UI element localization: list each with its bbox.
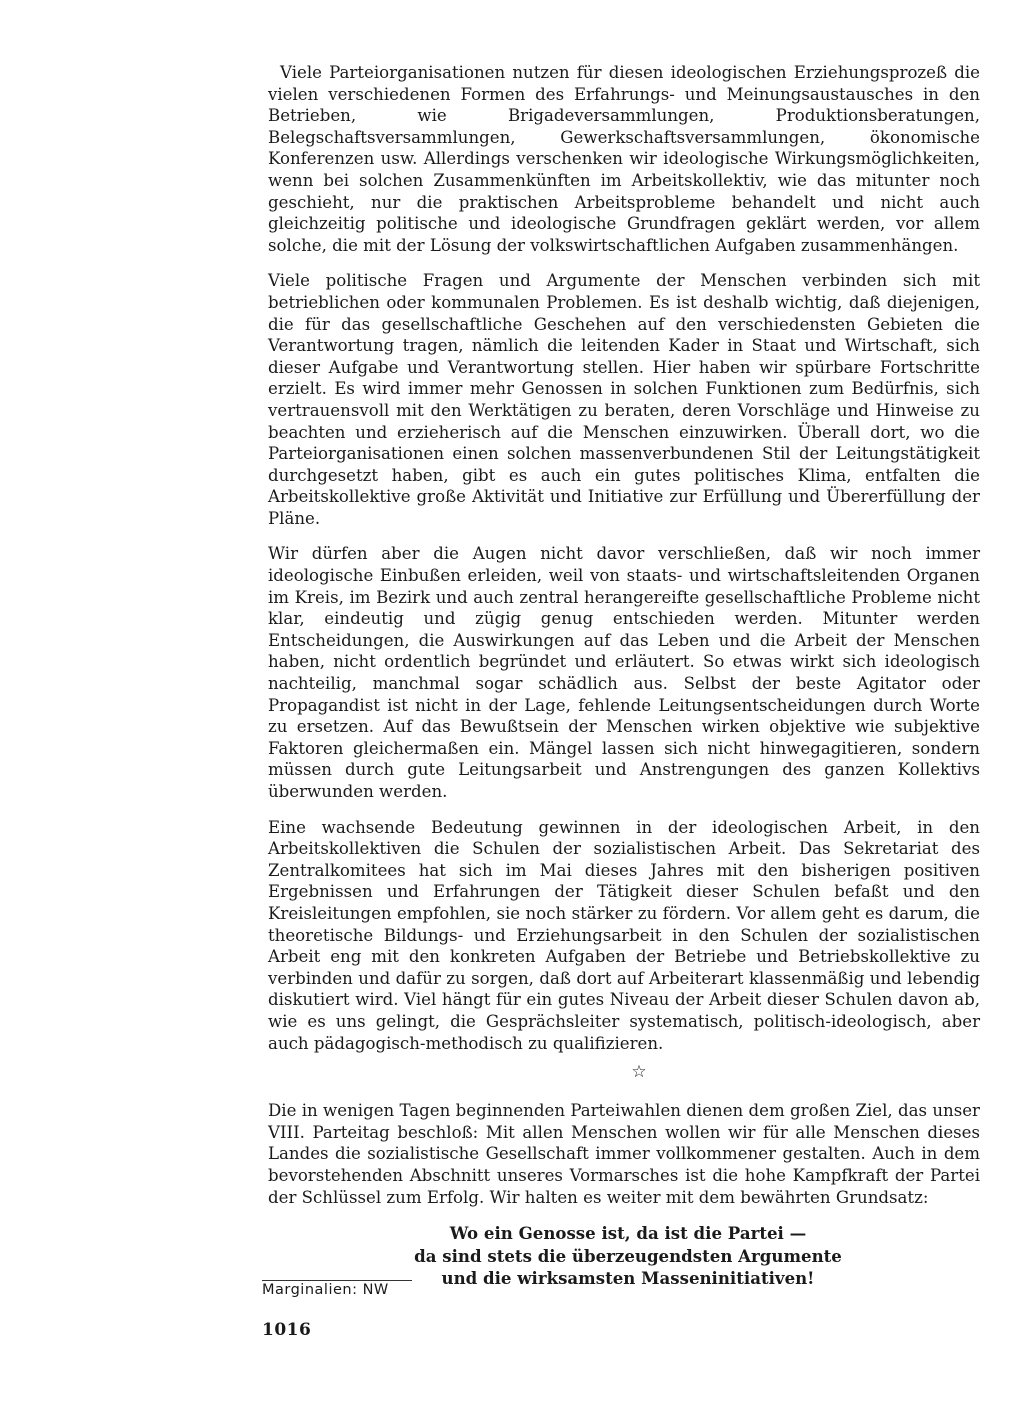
paragraph-socialist-work-schools: Eine wachsende Bedeutung gewinnen in der ideologischen Arbeit, in den Arbeitskollektiven die Schulen der sozialistischen Arbeit. Das Sekretariat des Zentralkomitees hat sich im Mai dieses Jahres mit den bisherigen positiven Ergebnissen und Erfahrungen der Tätigkeit dieser Schulen befaßt und den Kreisleitungen empfohlen, sie noch stärker zu fördern. Vor allem geht es darum, die theoretische Bildungs- und Erziehungsarbeit in den Schulen der sozialistischen Arbeit eng mit den konkreten Aufgaben der Betriebe und Betriebskollektive zu verbinden und dafür zu sorgen, daß dort auf Arbeiterart klassenmäßig und lebendig diskutiert wird. Viel hängt für ein gutes Niveau der Arbeit dieser Schulen davon ab, wie es uns gelingt, die Gesprächsleiter systematisch, politisch-ideologisch, aber auch pädagogisch-methodisch zu qualifizieren. <box>268 817 980 1053</box>
page-number: 1016 <box>262 1320 312 1340</box>
motto-line: Wo ein Genosse ist, da ist die Partei — <box>449 1223 807 1244</box>
paragraph-party-elections: Die in wenigen Tagen beginnenden Parteiwahlen dienen dem großen Ziel, das unser VIII. Parteitag beschloß: Mit allen Menschen wollen wir für alle Menschen dieses Landes die sozialistische Gesellschaft immer vollkommener gestalten. Auch in dem bevorstehenden Abschnitt unseres Vormarsches ist die hohe Kampfkraft der Partei der Schlüssel zum Erfolg. Wir halten es weiter mit dem bewährten Grundsatz: <box>268 1101 980 1207</box>
motto-line: da sind stets die überzeugendsten Argumente <box>414 1245 842 1266</box>
article-body <box>268 62 980 1290</box>
star-separator-icon: ☆ <box>631 1062 647 1083</box>
motto-line: und die wirksamsten Masseninitiativen! <box>441 1268 815 1289</box>
paragraph-ideological-losses: Wir dürfen aber die Augen nicht davor verschließen, daß wir noch immer ideologische Einbußen erleiden, weil von staats- und wirtschaftsleitenden Organen im Kreis, im Bezirk und auch zentral herangereifte gesellschaftliche Probleme nicht klar, eindeutig und zügig genug entschieden werden. Mitunter werden Entscheidungen, die Auswirkungen auf das Leben und die Arbeit der Menschen haben, nicht ordentlich begründet und erläutert. So etwas wirkt sich ideologisch nachteilig, manchmal sogar schädlich aus. Selbst der beste Agitator oder Propagandist ist nicht in der Lage, fehlende Leitungsentscheidungen durch Worte zu ersetzen. Auf das Bewußtsein der Menschen wirken objektive wie subjektive Faktoren gleichermaßen ein. Mängel lassen sich nicht hinwegagitieren, sondern müssen durch gute Leitungsarbeit und Anstrengungen des ganzen Kollektivs überwunden werden. <box>268 544 980 801</box>
footnote-rule <box>262 1280 412 1281</box>
paragraph-political-questions: Viele politische Fragen und Argumente der Menschen verbinden sich mit betrieblichen oder kommunalen Problemen. Es ist deshalb wichtig, daß diejenigen, die für das gesellschaftliche Geschehen auf den verschiedensten Gebieten die Verantwortung tragen, nämlich die leitenden Kader in Staat und Wirtschaft, sich dieser Aufgabe und Verantwortung stellen. Hier haben wir spürbare Fortschritte erzielt. Es wird immer mehr Genossen in solchen Funktionen zum Bedürfnis, sich vertrauensvoll mit den Werktätigen zu beraten, deren Vorschläge und Hinweise zu beachten und erzieherisch auf die Menschen einzuwirken. Überall dort, wo die Parteiorganisationen einen solchen massenverbundenen Stil der Leitungstätigkeit durchgesetzt haben, gibt es auch ein gutes politisches Klima, entfalten die Arbeitskollektive große Aktivität und Initiative zur Erfüllung und Übererfüllung der Pläne. <box>268 271 980 528</box>
paragraph-ideological-education: Viele Parteiorganisationen nutzen für diesen ideologischen Erziehungsprozeß die vielen verschiedenen Formen des Erfahrungs- und Meinungsaustausches in den Betrieben, wie Brigadeversammlungen, Produktionsberatungen, Belegschaftsversammlungen, Gewerkschaftsversammlungen, ökonomische Konferenzen usw. Allerdings verschenken wir ideologische Wirkungsmöglichkeiten, wenn bei solchen Zusammenkünften im Arbeitskollektiv, wie das mitunter noch geschieht, nur die praktischen Arbeitsprobleme behandelt und nicht auch gleichzeitig politische und ideologische Grundfragen geklärt werden, vor allem solche, die mit der Lösung der volkswirtschaftlichen Aufgaben zusammenhängen. <box>268 63 980 255</box>
footnote: Marginalien: NW <box>262 1282 389 1298</box>
